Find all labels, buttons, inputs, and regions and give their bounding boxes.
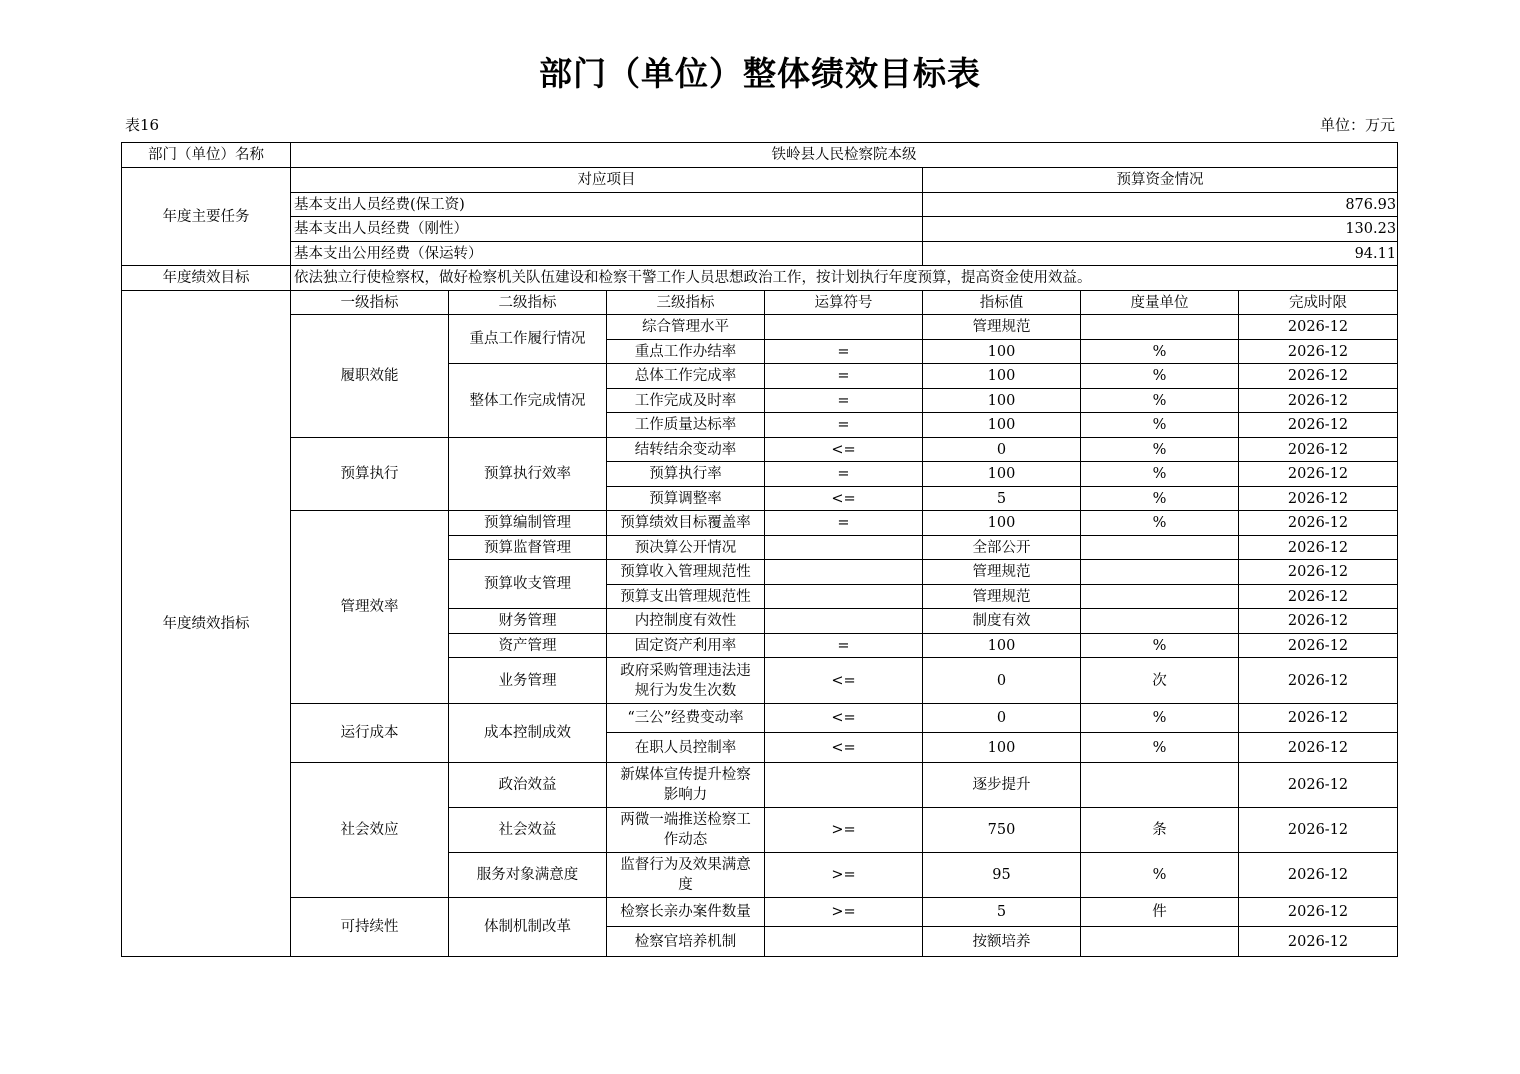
value-cell: 100 [923,364,1081,389]
table-row [122,763,1398,808]
task-amount: 94.11 [923,242,1398,266]
value-cell: 0 [923,658,1081,704]
value-cell: 0 [923,704,1081,733]
page-title: 部门（单位）整体绩效目标表 [539,54,981,93]
value-cell: 100 [923,389,1081,413]
unit-cell: % [1081,704,1239,733]
level3-line: 两微一端推送检察工 [620,812,751,828]
level3-cell: 总体工作完成率 [607,364,765,389]
table-row [122,315,1398,340]
value-cell: 100 [923,462,1081,487]
level3-line: 影响力 [663,787,708,803]
header-unit: 度量单位 [1081,291,1239,315]
operator-cell [765,536,923,560]
task-amount: 130.23 [923,217,1398,242]
level2-cell: 体制机制改革 [449,898,607,957]
goal-label: 年度绩效目标 [122,266,291,291]
level3-cell: 预算绩效目标覆盖率 [607,511,765,536]
level3-cell [607,658,765,704]
level3-cell: 预算执行率 [607,462,765,487]
level3-cell: 内控制度有效性 [607,609,765,634]
value-cell: 逐步提升 [923,763,1081,808]
operator-cell: = [765,340,923,364]
operator-cell [765,609,923,634]
table-number: 表16 [125,116,160,134]
level1-cell: 运行成本 [291,704,449,763]
task-name: 基本支出人员经费(保工资) [291,193,923,217]
deadline-cell: 2026-12 [1239,487,1398,511]
level3-line: 作动态 [663,832,708,848]
value-cell: 5 [923,898,1081,927]
level3-cell: 结转结余变动率 [607,438,765,462]
deadline-cell: 2026-12 [1239,763,1398,808]
tasks-label: 年度主要任务 [122,168,291,266]
header-operator: 运算符号 [765,291,923,315]
level3-cell: 预决算公开情况 [607,536,765,560]
level3-cell: 预算支出管理规范性 [607,585,765,609]
level3-line: 政府采购管理违法违 [620,662,751,679]
level3-cell: 检察长亲办案件数量 [607,898,765,927]
level3-cell: 重点工作办结率 [607,340,765,364]
value-cell: 95 [923,853,1081,898]
level2-cell: 成本控制成效 [449,704,607,763]
operator-cell: >= [765,853,923,898]
deadline-cell: 2026-12 [1239,315,1398,340]
unit-cell: 条 [1081,808,1239,853]
operator-cell [765,315,923,340]
level2-cell: 资产管理 [449,634,607,658]
deadline-cell: 2026-12 [1239,389,1398,413]
value-cell: 100 [923,511,1081,536]
deadline-cell: 2026-12 [1239,438,1398,462]
unit-cell [1081,560,1239,585]
value-cell: 100 [923,340,1081,364]
value-cell: 管理规范 [923,315,1081,340]
level2-cell: 服务对象满意度 [449,853,607,898]
operator-cell: = [765,389,923,413]
level3-cell: 工作质量达标率 [607,413,765,438]
unit-cell: % [1081,511,1239,536]
level3-line: 监督行为及效果满意 [620,857,751,873]
operator-cell: = [765,634,923,658]
level2-cell: 业务管理 [449,658,607,704]
level1-cell: 管理效率 [291,511,449,704]
operator-cell: = [765,462,923,487]
table-row [122,438,1398,462]
unit-cell [1081,763,1239,808]
operator-cell: <= [765,438,923,462]
unit-cell: % [1081,340,1239,364]
level2-cell: 预算收支管理 [449,560,607,609]
deadline-cell: 2026-12 [1239,927,1398,957]
deadline-cell: 2026-12 [1239,340,1398,364]
value-cell: 0 [923,438,1081,462]
level3-cell: 预算调整率 [607,487,765,511]
operator-cell: <= [765,487,923,511]
unit-cell: % [1081,733,1239,763]
operator-cell: <= [765,658,923,704]
unit-cell: % [1081,487,1239,511]
deadline-cell: 2026-12 [1239,560,1398,585]
unit-cell [1081,609,1239,634]
value-cell: 制度有效 [923,609,1081,634]
deadline-cell: 2026-12 [1239,898,1398,927]
table-row [122,704,1398,733]
operator-cell: = [765,364,923,389]
deadline-cell: 2026-12 [1239,634,1398,658]
unit-cell: 次 [1081,658,1239,704]
unit-cell: 件 [1081,898,1239,927]
unit-cell: % [1081,853,1239,898]
value-cell: 100 [923,634,1081,658]
header-level3: 三级指标 [607,291,765,315]
operator-cell: = [765,413,923,438]
unit-label: 单位：万元 [1319,116,1395,134]
header-value: 指标值 [923,291,1081,315]
level3-cell [607,853,765,898]
level2-cell: 预算执行效率 [449,438,607,511]
level3-cell: 在职人员控制率 [607,733,765,763]
unit-cell: % [1081,634,1239,658]
level3-line: 规行为发生次数 [634,682,737,699]
operator-cell: >= [765,808,923,853]
indicators-label: 年度绩效指标 [122,291,291,957]
operator-cell [765,585,923,609]
level2-cell: 财务管理 [449,609,607,634]
level3-line: 度 [678,877,693,893]
header-deadline: 完成时限 [1239,291,1398,315]
level3-cell [607,763,765,808]
value-cell: 5 [923,487,1081,511]
level2-cell: 整体工作完成情况 [449,364,607,438]
performance-table [121,142,1398,957]
deadline-cell: 2026-12 [1239,413,1398,438]
deadline-cell: 2026-12 [1239,609,1398,634]
level3-cell: 综合管理水平 [607,315,765,340]
dept-value: 铁岭县人民检察院本级 [291,143,1398,168]
deadline-cell: 2026-12 [1239,511,1398,536]
deadline-cell: 2026-12 [1239,658,1398,704]
level3-cell: 工作完成及时率 [607,389,765,413]
deadline-cell: 2026-12 [1239,462,1398,487]
deadline-cell: 2026-12 [1239,704,1398,733]
table-row [122,511,1398,536]
unit-cell [1081,585,1239,609]
goal-text: 依法独立行使检察权，做好检察机关队伍建设和检察干警工作人员思想政治工作，按计划执行年度预算，提高资金使用效益。 [291,266,1398,291]
value-cell: 100 [923,733,1081,763]
col-project-header: 对应项目 [291,168,923,193]
value-cell: 管理规范 [923,560,1081,585]
level3-cell: “三公”经费变动率 [607,704,765,733]
value-cell: 按额培养 [923,927,1081,957]
deadline-cell: 2026-12 [1239,808,1398,853]
deadline-cell: 2026-12 [1239,853,1398,898]
level1-cell: 预算执行 [291,438,449,511]
task-amount: 876.93 [923,193,1398,217]
deadline-cell: 2026-12 [1239,585,1398,609]
level2-cell: 政治效益 [449,763,607,808]
dept-label: 部门（单位）名称 [122,143,291,168]
level2-cell: 预算监督管理 [449,536,607,560]
operator-cell: >= [765,898,923,927]
level3-cell: 预算收入管理规范性 [607,560,765,585]
operator-cell: <= [765,704,923,733]
level3-cell: 固定资产利用率 [607,634,765,658]
operator-cell [765,763,923,808]
value-cell: 全部公开 [923,536,1081,560]
operator-cell: <= [765,733,923,763]
task-name: 基本支出人员经费（刚性） [291,217,923,242]
deadline-cell: 2026-12 [1239,536,1398,560]
operator-cell [765,927,923,957]
level3-line: 新媒体宣传提升检察 [620,767,751,783]
level3-cell: 检察官培养机制 [607,927,765,957]
deadline-cell: 2026-12 [1239,733,1398,763]
value-cell: 管理规范 [923,585,1081,609]
operator-cell: = [765,511,923,536]
unit-cell: % [1081,438,1239,462]
unit-cell: % [1081,413,1239,438]
level2-cell: 预算编制管理 [449,511,607,536]
table-row [122,898,1398,927]
level1-cell: 社会效应 [291,763,449,898]
unit-cell: % [1081,462,1239,487]
unit-cell [1081,927,1239,957]
unit-cell [1081,536,1239,560]
header-level2: 二级指标 [449,291,607,315]
unit-cell [1081,315,1239,340]
level1-cell: 履职效能 [291,315,449,438]
task-name: 基本支出公用经费（保运转） [291,242,923,266]
level2-cell: 重点工作履行情况 [449,315,607,364]
operator-cell [765,560,923,585]
unit-cell: % [1081,364,1239,389]
level1-cell: 可持续性 [291,898,449,957]
value-cell: 100 [923,413,1081,438]
value-cell: 750 [923,808,1081,853]
header-level1: 一级指标 [291,291,449,315]
deadline-cell: 2026-12 [1239,364,1398,389]
level3-cell [607,808,765,853]
unit-cell: % [1081,389,1239,413]
level2-cell: 社会效益 [449,808,607,853]
col-budget-header: 预算资金情况 [923,168,1398,193]
